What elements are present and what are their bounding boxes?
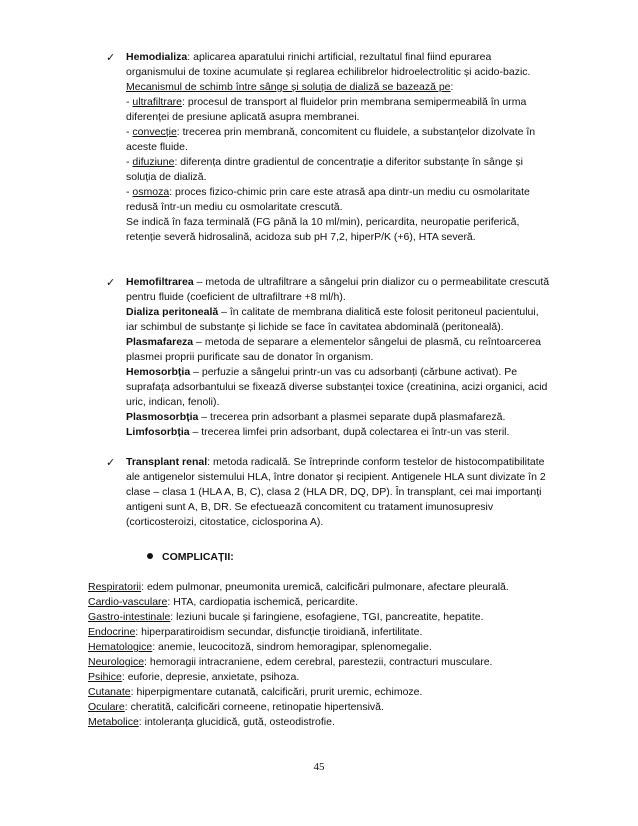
section-hemodializa: [106, 50, 576, 245]
paragraph-line: antigeni sunt A, B, DR. Se efectuează concomitent cu tratament imunosupresiv: [126, 501, 494, 513]
term-osmoza: osmoza: [132, 186, 170, 198]
list-item: Cutanate: hiperpigmentare cutanată, calcificări, prurit uremic, echimoze.: [88, 686, 423, 698]
paragraph-line: soluția de dializă.: [126, 171, 207, 183]
paragraph-line: diferenței de presiune aplicată asupra membranei.: [126, 111, 360, 123]
list-item: Oculare: cheratită, calcificări corneene, retinopatie hipertensivă.: [88, 701, 384, 713]
term-ultrafiltrare: ultrafiltrare: [132, 96, 183, 108]
paragraph-line: Plasmafareza – metoda de separare a elementelor sângelui de plasmă, cu reîntoarcerea: [126, 336, 542, 348]
paragraph-line: - ultrafiltrare: procesul de transport al fluidelor prin membrana semipermeabilă în urma: [126, 96, 527, 108]
term-transplant-renal: Transplant renal: [126, 456, 208, 468]
paragraph-line: aceste fluide.: [126, 141, 188, 153]
paragraph-line: plasmei proprii purificate sau de donator în organism.: [126, 351, 374, 363]
checkmark-icon: ✓: [106, 276, 116, 289]
checkmark-icon: ✓: [106, 51, 116, 64]
term-difuziune: difuziune: [132, 156, 175, 168]
list-item: Metabolice: intoleranța glucidică, gută, osteodistrofie.: [88, 716, 335, 728]
paragraph-line: suprafața adsorbantului se fixează diverse substanței toxice (creatinina, acizi organici, acid: [126, 381, 548, 393]
paragraph-line: ale antigenelor sistemului HLA, între donator și recipient. Antigenele HLA sunt divizate în 2: [126, 471, 546, 483]
mechanism-heading: Mecanismul de schimb între sânge și soluția de dializă se bazează pe: [126, 81, 451, 93]
term-hemosorbtia: Hemosorbția: [126, 366, 191, 378]
paragraph-line: Transplant renal: metoda radicală. Se întreprinde conform testelor de histocompatibilitate: [126, 456, 545, 468]
term-convectie: convecție: [132, 126, 177, 138]
list-item: Neurologice: hemoragii intracraniene, edem cerebral, parestezii, contracturi musculare.: [88, 656, 493, 668]
list-item: Hematologice: anemie, leucocitoză, sindrom hemoragipar, splenomegalie.: [88, 641, 432, 653]
paragraph-line: - osmoza: proces fizico-chimic prin care este atrasă apa dintr-un mediu cu osmolaritate: [126, 186, 530, 198]
paragraph-line: Hemofiltrarea – metoda de ultrafiltrare a sângelui prin dializor cu o permeabilitate crescută: [126, 276, 550, 288]
checkmark-icon: ✓: [106, 456, 116, 469]
paragraph-line: Hemodializa: aplicarea aparatului rinichi artificial, rezultatul final fiind epurarea: [126, 51, 492, 63]
paragraph-line: clase – clasa 1 (HLA A, B, C), clasa 2 (HLA DR, DQ, DP). În transplant, cei mai importanți: [126, 486, 542, 498]
list-item: Respiratorii: edem pulmonar, pneumonita uremică, calcificări pulmonare, afectare pleurală.: [88, 581, 509, 593]
bullet-icon: [147, 553, 153, 559]
section-transplant-renal: [106, 455, 576, 530]
term-hemodializa: Hemodializa: [126, 51, 188, 63]
paragraph-line: retenție severă hidrosalină, acidoza sub pH 7,2, hiperP/K (+6), HTA severă.: [126, 231, 476, 243]
paragraph-line: pentru fluide (coeficient de ultrafiltrare +8 ml/h).: [126, 291, 346, 303]
paragraph-line: Hemosorbția – perfuzie a sângelui printr-un vas cu adsorbanți (cărbune activat). Pe: [126, 366, 518, 378]
paragraph-line: redusă într-un mediu cu osmolaritate crescută.: [126, 201, 343, 213]
list-item: Psihice: euforie, depresie, anxietate, psihoza.: [88, 671, 300, 683]
complications-list: [88, 580, 588, 730]
paragraph-line: (corticosteroizi, citostatice, ciclosporina A).: [126, 516, 324, 528]
paragraph-line: Limfosorbția – trecerea limfei prin adsorbant, după colectarea ei într-un vas steril.: [126, 426, 510, 438]
paragraph-line: Mecanismul de schimb între sânge și soluția de dializă se bazează pe:: [126, 81, 454, 93]
list-item: Gastro-intestinale: leziuni bucale și faringiene, esofagiene, TGI, pancreatite, hepatite.: [88, 611, 484, 623]
term-dializa-peritoneala: Dializa peritoneală: [126, 306, 219, 318]
paragraph-line: - difuziune: diferența dintre gradientul de concentrație a diferitor substanțe în sânge și: [126, 156, 523, 168]
paragraph-line: Se indică în faza terminală (FG până la 10 ml/min), pericardita, neuropatie periferică,: [126, 216, 520, 228]
paragraph-line: organismului de toxine acumulate și reglarea echilibrelor hidroelectrolitic și acido-bazic.: [126, 66, 531, 78]
list-item: Cardio-vasculare: HTA, cardiopatia ischemică, pericardite.: [88, 596, 359, 608]
paragraph-line: - convecție: trecerea prin membrană, concomitent cu fluidele, a substanțelor dizolvate în: [126, 126, 536, 138]
term-hemofiltrarea: Hemofiltrarea: [126, 276, 194, 288]
term-plasmafareza: Plasmafareza: [126, 336, 194, 348]
page-number: 45: [313, 761, 325, 773]
list-item: Endocrine: hiperparatiroidism secundar, disfuncție tiroidiană, infertilitate.: [88, 626, 423, 638]
paragraph-line: iar schimbul de substanțe și lichide se face în cavitatea abdominală (peritoneală).: [126, 321, 504, 333]
paragraph-line: Dializa peritoneală – în calitate de membrana dialitică este folosit peritoneul pacientului,: [126, 306, 539, 318]
complications-heading: COMPLICAȚII:: [147, 550, 234, 565]
paragraph-line: Plasmosorbția – trecerea prin adsorbant a plasmei separate după plasmafareză.: [126, 411, 506, 423]
paragraph-line: uric, indican, fenoli).: [126, 396, 220, 408]
section-hemofiltrarea: [106, 275, 576, 440]
term-plasmosorbtia: Plasmosorbția: [126, 411, 199, 423]
term-limfosorbtia: Limfosorbția: [126, 426, 190, 438]
